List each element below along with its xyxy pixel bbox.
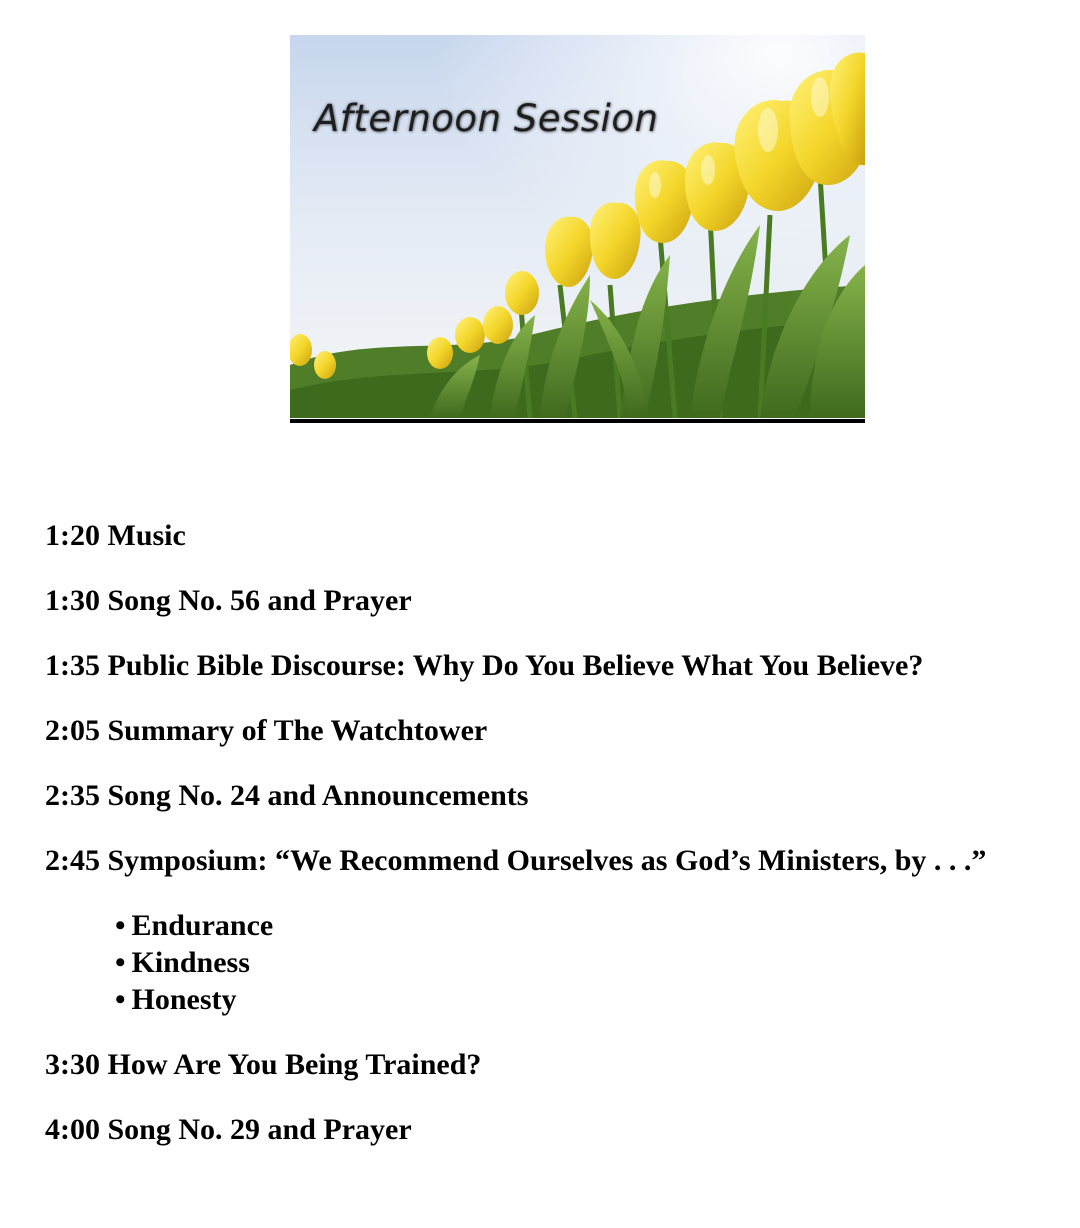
subitem-label: Endurance — [131, 909, 274, 942]
schedule-item — [45, 583, 412, 619]
schedule-time: 4:00 — [45, 1113, 100, 1146]
schedule-item — [45, 518, 186, 554]
schedule-title: Song No. 29 and Prayer — [107, 1113, 412, 1146]
schedule-time: 1:20 — [45, 519, 100, 552]
schedule-item — [45, 713, 487, 749]
schedule-item — [45, 1112, 412, 1148]
schedule-title: Music — [107, 519, 186, 552]
bullet-icon: • — [115, 983, 126, 1016]
schedule-time: 3:30 — [45, 1048, 100, 1081]
banner-image — [290, 35, 865, 418]
tulip-photo — [290, 35, 865, 418]
bullet-icon: • — [115, 909, 126, 942]
schedule-time: 2:35 — [45, 779, 100, 812]
schedule-item — [45, 778, 528, 814]
schedule-item — [45, 648, 923, 684]
symposium-subitem — [115, 908, 273, 944]
schedule-title: Summary of The Watchtower — [107, 714, 488, 747]
schedule-time: 1:30 — [45, 584, 100, 617]
schedule-item — [45, 843, 986, 879]
schedule-time: 2:05 — [45, 714, 100, 747]
symposium-subitem — [115, 982, 237, 1018]
schedule-title: Song No. 24 and Announcements — [107, 779, 529, 812]
symposium-subitem — [115, 945, 250, 981]
subitem-label: Kindness — [131, 946, 250, 979]
schedule-time: 1:35 — [45, 649, 100, 682]
banner-title: Afternoon Session — [314, 97, 659, 140]
schedule-title: Public Bible Discourse: Why Do You Believe What You Believe? — [107, 649, 924, 682]
schedule-item — [45, 1047, 481, 1083]
schedule-title: Symposium: “We Recommend Ourselves as God’s Ministers, by . . .” — [107, 844, 987, 877]
bullet-icon: • — [115, 946, 126, 979]
banner-underline — [290, 419, 865, 423]
schedule-time: 2:45 — [45, 844, 100, 877]
schedule-title: How Are You Being Trained? — [107, 1048, 482, 1081]
schedule-title: Song No. 56 and Prayer — [107, 584, 412, 617]
subitem-label: Honesty — [131, 983, 237, 1016]
